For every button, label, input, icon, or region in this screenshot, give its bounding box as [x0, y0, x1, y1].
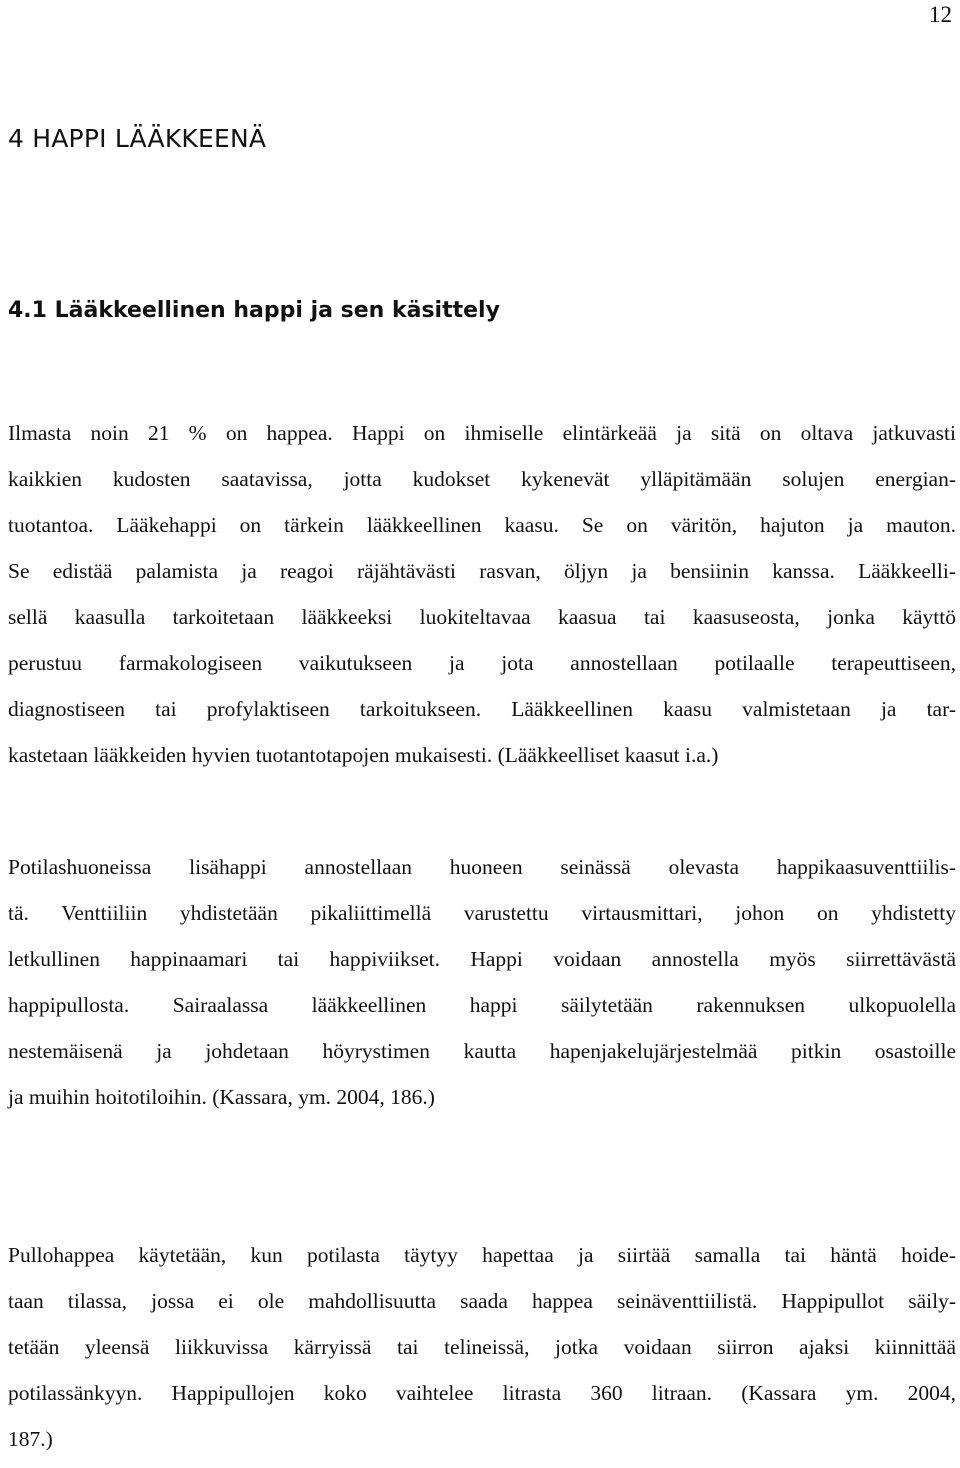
paragraph-line: kaikkien kudosten saatavissa, jotta kudokset kykenevät ylläpitämään solujen energian-	[8, 467, 956, 491]
chapter-heading: 4 HAPPI LÄÄKKEENÄ	[8, 124, 267, 153]
section-heading: 4.1 Lääkkeellinen happi ja sen käsittely	[8, 298, 500, 323]
paragraph-line: kastetaan lääkkeiden hyvien tuotantotapojen mukaisesti. (Lääkkeelliset kaasut i.a.)	[8, 743, 719, 767]
paragraph-line: tetään yleensä liikkuvissa kärryissä tai telineissä, jotka voidaan siirron ajaksi kiinnittää	[8, 1335, 956, 1359]
paragraph-line: Pullohappea käytetään, kun potilasta täytyy hapettaa ja siirtää samalla tai häntä hoide-	[8, 1243, 956, 1267]
paragraph-line: Ilmasta noin 21 % on happea. Happi on ihmiselle elintärkeää ja sitä on oltava jatkuvasti	[8, 421, 956, 445]
paragraph-line: tuotantoa. Lääkehappi on tärkein lääkkeellinen kaasu. Se on väritön, hajuton ja mauton.	[8, 513, 956, 537]
page-number: 12	[929, 2, 952, 27]
paragraph-line: Se edistää palamista ja reagoi räjähtävästi rasvan, öljyn ja bensiinin kanssa. Lääkkeelli-	[8, 559, 956, 583]
paragraph-line: Potilashuoneissa lisähappi annostellaan huoneen seinässä olevasta happikaasuventtiilis-	[8, 855, 956, 879]
paragraph-line: taan tilassa, jossa ei ole mahdollisuutta saada happea seinäventtiilistä. Happipullot säily-	[8, 1289, 956, 1313]
paragraph-line: ja muihin hoitotiloihin. (Kassara, ym. 2004, 186.)	[8, 1085, 435, 1109]
paragraph-line: 187.)	[8, 1427, 53, 1451]
paragraph-line: nestemäisenä ja johdetaan höyrystimen kautta hapenjakelujärjestelmää pitkin osastoille	[8, 1039, 956, 1063]
paragraph-line: letkullinen happinaamari tai happiviikset. Happi voidaan annostella myös siirrettävästä	[8, 947, 956, 971]
paragraph-line: perustuu farmakologiseen vaikutukseen ja jota annostellaan potilaalle terapeuttiseen,	[8, 651, 956, 675]
paragraph-line: diagnostiseen tai profylaktiseen tarkoitukseen. Lääkkeellinen kaasu valmistetaan ja tar-	[8, 697, 956, 721]
paragraph-line: happipullosta. Sairaalassa lääkkeellinen happi säilytetään rakennuksen ulkopuolella	[8, 993, 956, 1017]
paragraph-line: sellä kaasulla tarkoitetaan lääkkeeksi luokiteltavaa kaasua tai kaasuseosta, jonka käyttö	[8, 605, 956, 629]
paragraph-line: potilassänkyyn. Happipullojen koko vaihtelee litrasta 360 litraan. (Kassara ym. 2004,	[8, 1381, 956, 1405]
paragraph-line: tä. Venttiiliin yhdistetään pikaliittimellä varustettu virtausmittari, johon on yhdistetty	[8, 901, 956, 925]
